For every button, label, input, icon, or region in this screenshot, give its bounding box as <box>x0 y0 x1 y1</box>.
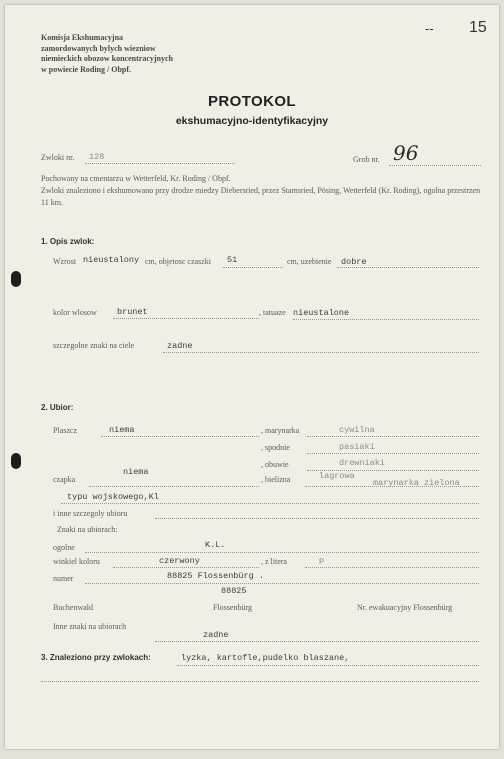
org-line-1: Komisja Ekshumacyjna <box>41 33 124 42</box>
plaszcz-label: Plaszcz <box>53 426 77 435</box>
page-number: 15 <box>469 19 487 36</box>
marynarka-label: , marynarka <box>261 426 300 435</box>
numer-label: numer <box>53 574 74 583</box>
grob-value: 96 <box>393 141 419 165</box>
winkiel-label: winkiel koloru <box>53 557 100 566</box>
litera-value: P <box>319 557 325 567</box>
section-2-heading: 2. Ubior: <box>41 403 74 412</box>
buchenwald-label: Buchenwald <box>53 603 93 612</box>
kolor-value: brunet <box>117 307 148 317</box>
inne-znaki-value: zadne <box>203 630 229 640</box>
spodnie-label: , spodnie <box>261 443 290 452</box>
org-line-4: w powiecie Roding / Obpf. <box>41 64 132 74</box>
obuwie-value: drewniaki <box>339 458 385 468</box>
zwloki-value: 128 <box>89 152 105 162</box>
czapka-extra: typu wojskowego,Kl <box>67 492 159 502</box>
obuwie-label: , obuwie <box>261 460 289 469</box>
inne-szczegoly-label: i inne szczegoly ubioru <box>53 509 128 518</box>
wzrost-label: Wzrost <box>53 257 77 266</box>
corner-dash: -- <box>425 21 434 36</box>
znaki-value: zadne <box>167 341 193 351</box>
grob-label: Grob nr. <box>353 155 380 164</box>
kolor-label: kolor wlosow <box>53 308 97 317</box>
intro-line-1: Pochowany na cmentarzu w Wetterfeld, Kr. Roding / Obpf. <box>41 174 231 183</box>
czapka-label: czapka <box>53 475 76 484</box>
nr-ewakuacyjny-label: Nr. ewakuacyjny Flossenbürg <box>357 603 453 612</box>
uzebienie-value: dobre <box>341 257 367 267</box>
znaki-label: szczegolne znaki na ciele <box>53 341 135 350</box>
czaszka-value: 51 <box>227 255 238 265</box>
flossenburg-label: Flossenbürg <box>213 603 252 612</box>
section-3-value: lyzka, kartofle,pudelko blaszane, <box>181 653 350 663</box>
org-line-3: niemieckich obozow koncentracyjnych <box>41 54 173 64</box>
bielizna-label: , bielizna <box>261 475 291 484</box>
ogolne-value: K.L. <box>205 540 226 550</box>
organization-header <box>41 33 231 75</box>
tatuaze-label: , tatuaze <box>259 308 286 317</box>
section-3-heading: 3. Znaleziono przy zwlokach: <box>41 653 151 662</box>
znaki-na-ubiorach-label: Znaki na ubiorach: <box>57 525 118 534</box>
plaszcz-value: niema <box>109 425 135 435</box>
document-subtitle: ekshumacyjno-identyfikacyjny <box>175 115 329 127</box>
bielizna-value: lagrowa <box>319 471 355 481</box>
section-1-heading: 1. Opis zwlok: <box>41 237 95 246</box>
inne-znaki-label: Inne znaki na ubiorach <box>53 622 127 631</box>
tatuaze-value: nieustalone <box>293 308 350 318</box>
wzrost-value: nieustalony <box>83 255 140 265</box>
spodnie-value: pasiaki <box>339 442 375 452</box>
wzrost-unit: cm, objetosc czaszki <box>145 257 211 266</box>
uzebienie-label: cm, uzebienie <box>287 257 332 266</box>
winkiel-value: czerwony <box>159 556 200 566</box>
bielizna-extra: marynarka zielona <box>373 478 460 488</box>
marynarka-value: cywilna <box>339 425 375 435</box>
punch-hole-top <box>11 271 21 287</box>
org-line-2: zamordowanych bylych wiezniow <box>41 43 156 53</box>
ogolne-label: ogolne <box>53 543 75 552</box>
numer-value: 88825 Flossenbürg . <box>167 571 264 581</box>
document-title: PROTOKOL <box>208 93 296 110</box>
protocol-sheet <box>5 5 499 749</box>
zwloki-label: Zwloki nr. <box>41 153 75 162</box>
numer-value-second: 88825 <box>221 586 247 596</box>
intro-paragraph <box>41 173 481 209</box>
punch-hole-bottom <box>11 453 21 469</box>
intro-line-2: Zwloki znaleziono i ekshumowano przy drodze miedzy Diebersried, przez Stamsried, Pösing, Wetterfeld (Kr. Roding), ogolna przestrzen 11 km. <box>41 186 481 207</box>
czapka-value: niema <box>123 467 149 477</box>
litera-label: , z litera <box>261 557 287 566</box>
